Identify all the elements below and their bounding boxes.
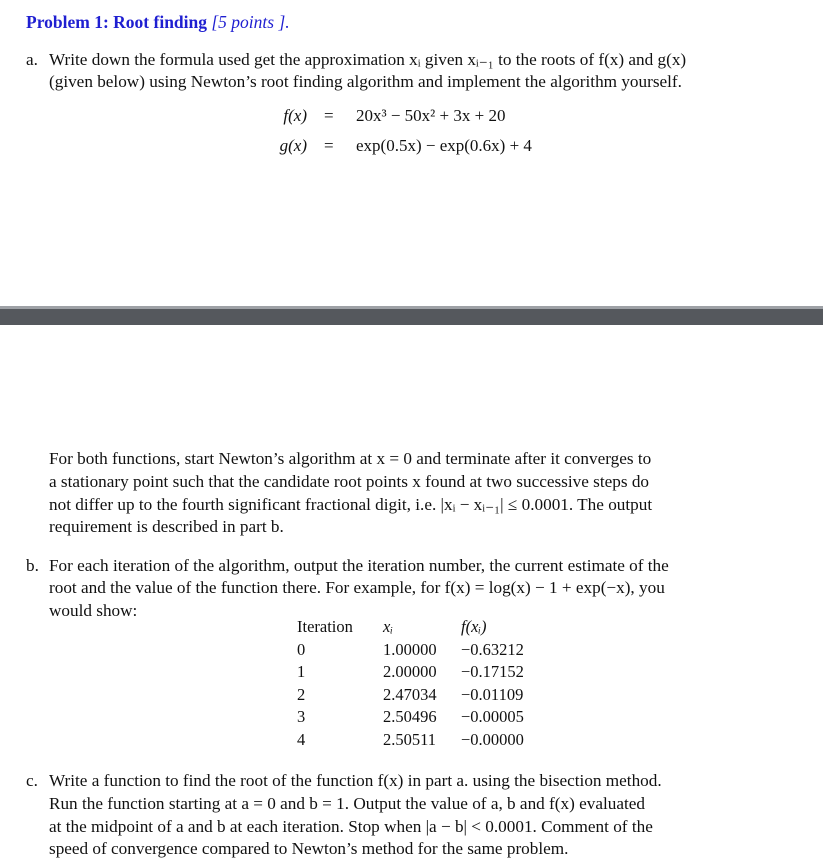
header-iteration: Iteration	[297, 617, 353, 636]
table-row	[297, 640, 524, 663]
equation-f-lhs: f(x)	[283, 106, 307, 125]
problem-title	[26, 12, 290, 33]
continuation-line-4: requirement is described in part b.	[49, 517, 284, 536]
cell-iteration: 1	[297, 662, 306, 682]
equation-g-sign: =	[324, 136, 334, 155]
part-a-line-1: Write down the formula used get the approximation xᵢ given xᵢ₋₁ to the roots of f(x) and g(x)	[49, 50, 687, 69]
table-header-row	[297, 617, 524, 640]
table-row	[297, 685, 524, 708]
continuation-line-3: not differ up to the fourth significant fractional digit, i.e. |xᵢ − xᵢ₋₁| ≤ 0.0001. The output	[49, 495, 653, 514]
part-a-line-2: (given below) using Newton’s root finding algorithm and implement the algorithm yourself.	[49, 72, 682, 91]
table-row	[297, 707, 524, 730]
cell-fxi: −0.00005	[461, 707, 524, 727]
part-b-line-3: would show:	[49, 601, 138, 620]
cell-xi: 2.50496	[383, 707, 437, 727]
cell-fxi: −0.63212	[461, 639, 524, 659]
cell-iteration: 4	[297, 729, 306, 749]
part-a-label: a.	[26, 50, 38, 69]
part-c-line-4: speed of convergence compared to Newton’s method for the same problem.	[49, 839, 569, 858]
cell-iteration: 3	[297, 707, 306, 727]
part-b-label: b.	[26, 556, 39, 575]
equation-g-lhs: g(x)	[279, 136, 307, 155]
table-row	[297, 730, 524, 753]
part-b-line-2: root and the value of the function there. For example, for f(x) = log(x) − 1 + exp(−x), you	[49, 578, 665, 597]
continuation-line-1: For both functions, start Newton’s algorithm at x = 0 and terminate after it converges to	[49, 449, 652, 468]
cell-xi: 1.00000	[383, 639, 437, 659]
equation-g-rhs: exp(0.5x) − exp(0.6x) + 4	[356, 136, 532, 155]
iteration-table	[297, 617, 524, 753]
cell-fxi: −0.17152	[461, 662, 524, 682]
header-xi: xᵢ	[383, 617, 393, 636]
cell-iteration: 2	[297, 684, 306, 704]
part-c-line-2: Run the function starting at a = 0 and b = 1. Output the value of a, b and f(x) evaluated	[49, 794, 645, 813]
equation-f-rhs: 20x³ − 50x² + 3x + 20	[356, 106, 506, 125]
problem-points: [5 points ].	[211, 12, 290, 32]
cell-xi: 2.47034	[383, 684, 437, 704]
cell-iteration: 0	[297, 639, 306, 659]
part-c-line-3: at the midpoint of a and b at each iteration. Stop when |a − b| < 0.0001. Comment of the	[49, 817, 653, 836]
cell-fxi: −0.01109	[461, 684, 524, 704]
header-fxi: f(xᵢ)	[461, 617, 487, 636]
part-c-label: c.	[26, 771, 38, 790]
cell-xi: 2.50511	[383, 729, 437, 749]
part-b-line-1: For each iteration of the algorithm, output the iteration number, the current estimate of the	[49, 556, 669, 575]
problem-title-text: Problem 1: Root finding	[26, 12, 207, 32]
cell-fxi: −0.00000	[461, 729, 524, 749]
part-c-line-1: Write a function to find the root of the function f(x) in part a. using the bisection method.	[49, 771, 662, 790]
continuation-line-2: a stationary point such that the candidate root points x found at two successive steps do	[49, 472, 650, 491]
cell-xi: 2.00000	[383, 662, 437, 682]
page-break-bar	[0, 309, 823, 325]
equation-f-sign: =	[324, 106, 334, 125]
table-row	[297, 662, 524, 685]
